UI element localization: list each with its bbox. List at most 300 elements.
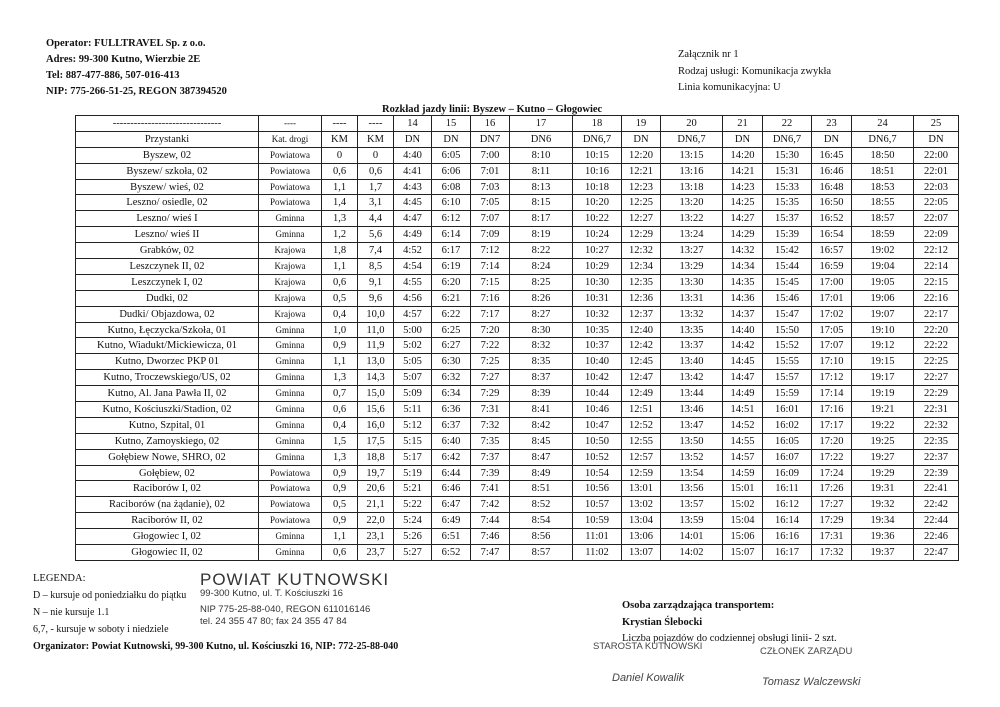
table-cell: 13:22 (661, 211, 723, 227)
table-cell: 5:12 (394, 417, 432, 433)
table-cell: 4:49 (394, 227, 432, 243)
table-cell: 6:52 (432, 545, 471, 561)
signature-left-name (612, 672, 684, 684)
table-cell: 19:07 (852, 306, 914, 322)
table-cell: 12:40 (622, 322, 661, 338)
table-cell: 12:20 (622, 147, 661, 163)
table-cell: 15,0 (358, 386, 394, 402)
table-cell: 10:30 (573, 274, 622, 290)
table-cell: 16:11 (763, 481, 812, 497)
table-cell: 10:20 (573, 195, 622, 211)
table-cell: 8:11 (510, 163, 573, 179)
table-cell: 0 (358, 147, 394, 163)
table-cell: 6:17 (432, 243, 471, 259)
table-row (76, 274, 959, 290)
table-cell: 14:55 (723, 433, 763, 449)
table-cell: 21 (723, 116, 763, 132)
table-cell: 17:17 (812, 417, 852, 433)
table-cell: 4:55 (394, 274, 432, 290)
stop-name-cell: Kutno, Troczewskiego/US, 02 (76, 370, 259, 386)
table-cell: 19:06 (852, 290, 914, 306)
table-cell: 22:39 (914, 465, 959, 481)
table-cell: 22:14 (914, 259, 959, 275)
table-cell: 13:40 (661, 354, 723, 370)
table-cell: 16:50 (812, 195, 852, 211)
table-cell: 9,6 (358, 290, 394, 306)
stop-name-cell: Gołębiew, 02 (76, 465, 259, 481)
table-cell: 22:17 (914, 306, 959, 322)
stop-name-cell: Leszno/ osiedle, 02 (76, 195, 259, 211)
table-row (76, 227, 959, 243)
table-cell: ---- (322, 116, 358, 132)
table-cell: 15:31 (763, 163, 812, 179)
table-cell: 17:12 (812, 370, 852, 386)
stop-name-cell: Kutno, Zamoyskiego, 02 (76, 433, 259, 449)
operator-address: Adres: 99-300 Kutno, Wierzbie 2E (46, 54, 201, 65)
table-cell: 10:35 (573, 322, 622, 338)
table-cell: 16:01 (763, 402, 812, 418)
road-category-cell: Powiatowa (259, 497, 322, 513)
table-cell: 10:16 (573, 163, 622, 179)
table-cell: 13:31 (661, 290, 723, 306)
table-cell: 5:26 (394, 529, 432, 545)
table-cell: 22:03 (914, 179, 959, 195)
table-cell: 19:17 (852, 370, 914, 386)
table-cell: DN (394, 131, 432, 147)
table-cell: 13:46 (661, 402, 723, 418)
table-cell: 1,3 (322, 370, 358, 386)
table-cell: 17:10 (812, 354, 852, 370)
signature-right-name (762, 676, 860, 688)
table-cell: 0,6 (322, 163, 358, 179)
road-category-cell: Gminna (259, 402, 322, 418)
stop-name-cell: Byszew, 02 (76, 147, 259, 163)
table-cell: 7:27 (471, 370, 510, 386)
table-cell: 17 (510, 116, 573, 132)
stop-name-cell: Grabków, 02 (76, 243, 259, 259)
table-cell: 22:47 (914, 545, 959, 561)
operator-nip: NIP: 775-266-51-25, REGON 387394520 (46, 86, 227, 97)
stop-name-cell: Kutno, Kościuszki/Stadion, 02 (76, 402, 259, 418)
table-cell: 5:17 (394, 449, 432, 465)
table-cell: 10:59 (573, 513, 622, 529)
table-cell: 7:47 (471, 545, 510, 561)
table-cell: 8:13 (510, 179, 573, 195)
table-cell: 14:40 (723, 322, 763, 338)
table-cell: 8:19 (510, 227, 573, 243)
manager-name: Krystian Ślebocki (622, 616, 703, 628)
table-cell: 13:15 (661, 147, 723, 163)
table-cell: 7:05 (471, 195, 510, 211)
stop-name-cell: Leszczynek I, 02 (76, 274, 259, 290)
table-cell: 16:05 (763, 433, 812, 449)
table-cell: 22:05 (914, 195, 959, 211)
table-cell: 16:07 (763, 449, 812, 465)
table-cell: 18:55 (852, 195, 914, 211)
table-row (76, 417, 959, 433)
table-cell: 7:20 (471, 322, 510, 338)
table-cell: 16 (471, 116, 510, 132)
table-cell: 7:32 (471, 417, 510, 433)
signature-left-text: Daniel Kowalik (612, 672, 685, 684)
table-cell: 13:24 (661, 227, 723, 243)
table-cell: 6:27 (432, 338, 471, 354)
table-cell: 13:44 (661, 386, 723, 402)
stop-name-cell: Dudki/ Objazdowa, 02 (76, 306, 259, 322)
table-cell: 12:27 (622, 211, 661, 227)
table-cell: 3,1 (358, 195, 394, 211)
signature-left-title: STAROSTA KUTNOWSKI (593, 641, 703, 652)
table-cell: 7:03 (471, 179, 510, 195)
table-cell: 19:34 (852, 513, 914, 529)
table-cell: 14:02 (661, 545, 723, 561)
operator-name: Operator: FULLTRAVEL Sp. z o.o. (46, 38, 206, 49)
table-cell: 20 (661, 116, 723, 132)
table-cell: 22:29 (914, 386, 959, 402)
table-cell: 17:24 (812, 465, 852, 481)
table-row (76, 211, 959, 227)
timetable-title: Rozkład jazdy linii: Byszew – Kutno – Głogowiec (382, 104, 603, 115)
table-cell: 8:24 (510, 259, 573, 275)
table-row (76, 481, 959, 497)
table-cell: 18,8 (358, 449, 394, 465)
table-cell: 23,1 (358, 529, 394, 545)
table-cell: 16,0 (358, 417, 394, 433)
table-cell: 19:37 (852, 545, 914, 561)
road-category-cell: Gminna (259, 211, 322, 227)
stop-name-cell: Głogowiec I, 02 (76, 529, 259, 545)
table-cell: 18:57 (852, 211, 914, 227)
road-category-cell: Gminna (259, 338, 322, 354)
table-cell: 11,0 (358, 322, 394, 338)
table-cell: 14:42 (723, 338, 763, 354)
table-cell: 8:17 (510, 211, 573, 227)
table-cell: 10:18 (573, 179, 622, 195)
table-cell: 16:48 (812, 179, 852, 195)
stop-name-cell: Byszew/ wieś, 02 (76, 179, 259, 195)
table-cell: 7:09 (471, 227, 510, 243)
road-category-cell: Krajowa (259, 259, 322, 275)
table-cell: 7:39 (471, 465, 510, 481)
table-cell: 7:25 (471, 354, 510, 370)
table-row (76, 513, 959, 529)
organizer: Organizator: Powiat Kutnowski, 99-300 Kutno, ul. Kościuszki 16, NIP: 772-25-88-040 (33, 641, 399, 652)
table-cell: 22,0 (358, 513, 394, 529)
table-cell: 19:32 (852, 497, 914, 513)
table-cell: 7:15 (471, 274, 510, 290)
table-cell: DN (914, 131, 959, 147)
table-cell: 6:40 (432, 433, 471, 449)
table-cell: 8:49 (510, 465, 573, 481)
table-cell: 12:51 (622, 402, 661, 418)
table-row (76, 322, 959, 338)
table-cell: 10:52 (573, 449, 622, 465)
table-cell: 4:41 (394, 163, 432, 179)
table-cell: 19:02 (852, 243, 914, 259)
table-cell: 14:51 (723, 402, 763, 418)
table-cell: DN6,7 (573, 131, 622, 147)
road-category-cell: Kat. drogi (259, 131, 322, 147)
table-row (76, 370, 959, 386)
table-cell: 10:32 (573, 306, 622, 322)
table-cell: 15:47 (763, 306, 812, 322)
stop-name-cell: Kutno, Wiadukt/Mickiewicza, 01 (76, 338, 259, 354)
table-cell: 14:57 (723, 449, 763, 465)
table-cell: 12:32 (622, 243, 661, 259)
table-cell: 14:23 (723, 179, 763, 195)
table-cell: 14:36 (723, 290, 763, 306)
table-cell: 13:59 (661, 513, 723, 529)
table-row (76, 449, 959, 465)
table-cell: 17:01 (812, 290, 852, 306)
table-cell: 22:37 (914, 449, 959, 465)
table-cell: 16:09 (763, 465, 812, 481)
table-cell: 8:32 (510, 338, 573, 354)
table-cell: 6:19 (432, 259, 471, 275)
table-cell: 23 (812, 116, 852, 132)
table-cell: 1,1 (322, 354, 358, 370)
road-category-cell: Gminna (259, 545, 322, 561)
table-cell: 0,5 (322, 290, 358, 306)
table-cell: 5:19 (394, 465, 432, 481)
table-cell: 1,1 (322, 179, 358, 195)
table-cell: 0,4 (322, 417, 358, 433)
legend-title: LEGENDA: (33, 573, 86, 584)
table-cell: 20,6 (358, 481, 394, 497)
road-category-cell: Powiatowa (259, 195, 322, 211)
table-cell: 6:05 (432, 147, 471, 163)
table-cell: 15:35 (763, 195, 812, 211)
table-row (76, 497, 959, 513)
table-cell: 6:06 (432, 163, 471, 179)
table-cell: 1,3 (322, 211, 358, 227)
table-cell: 0,4 (322, 306, 358, 322)
table-cell: 5:27 (394, 545, 432, 561)
table-cell: 19:10 (852, 322, 914, 338)
road-category-cell: Gminna (259, 354, 322, 370)
table-cell: 14:21 (723, 163, 763, 179)
table-cell: 19:22 (852, 417, 914, 433)
table-cell: 18 (573, 116, 622, 132)
table-cell: 10:22 (573, 211, 622, 227)
table-cell: 14:35 (723, 274, 763, 290)
road-category-cell: Gminna (259, 386, 322, 402)
table-row (76, 306, 959, 322)
table-cell: DN6,7 (661, 131, 723, 147)
stop-name-cell: Dudki, 02 (76, 290, 259, 306)
table-cell: 18:53 (852, 179, 914, 195)
table-cell: 22:16 (914, 290, 959, 306)
table-cell: 1,8 (322, 243, 358, 259)
table-cell: DN (432, 131, 471, 147)
timetable (75, 115, 959, 561)
table-cell: 7:29 (471, 386, 510, 402)
table-cell: 13:18 (661, 179, 723, 195)
table-cell: 18:50 (852, 147, 914, 163)
table-cell: 4:56 (394, 290, 432, 306)
table-cell: 22:00 (914, 147, 959, 163)
table-cell: 6:32 (432, 370, 471, 386)
table-row (76, 433, 959, 449)
table-cell: 6:47 (432, 497, 471, 513)
table-cell: 6:51 (432, 529, 471, 545)
table-cell: 8:26 (510, 290, 573, 306)
signature-right-text: Tomasz Walczewski (762, 676, 861, 688)
operator-block (46, 36, 227, 100)
table-cell: 12:59 (622, 465, 661, 481)
table-cell: 13:52 (661, 449, 723, 465)
line-name: Linia komunikacyjna: U (678, 82, 781, 93)
table-cell: 12:37 (622, 306, 661, 322)
table-cell: DN6 (510, 131, 573, 147)
table-cell: 17:16 (812, 402, 852, 418)
stop-name-cell: Kutno, Al. Jana Pawła II, 02 (76, 386, 259, 402)
table-cell: 22:09 (914, 227, 959, 243)
table-cell: 7:22 (471, 338, 510, 354)
table-cell: 10:57 (573, 497, 622, 513)
vehicle-count: Liczba pojazdów do codziennej obsługi linii- 2 szt. (622, 633, 837, 644)
table-cell: 14:49 (723, 386, 763, 402)
table-row (76, 163, 959, 179)
table-cell: 8:39 (510, 386, 573, 402)
table-cell: 6:21 (432, 290, 471, 306)
table-cell: 15:50 (763, 322, 812, 338)
table-cell: 13:16 (661, 163, 723, 179)
stop-name-cell: Raciborów I, 02 (76, 481, 259, 497)
table-cell: 19:15 (852, 354, 914, 370)
table-cell: 22:15 (914, 274, 959, 290)
table-cell: 8:57 (510, 545, 573, 561)
table-cell: 13:04 (622, 513, 661, 529)
stamp-phone: tel. 24 355 47 80; fax 24 355 47 84 (200, 616, 347, 627)
stop-name-cell: Leszczynek II, 02 (76, 259, 259, 275)
table-cell: 6:12 (432, 211, 471, 227)
table-cell: 4:52 (394, 243, 432, 259)
table-cell: 10:29 (573, 259, 622, 275)
table-cell: 0,9 (322, 465, 358, 481)
table-cell: 16:59 (812, 259, 852, 275)
table-cell: 8:30 (510, 322, 573, 338)
table-cell: 7:35 (471, 433, 510, 449)
table-cell: 7:44 (471, 513, 510, 529)
road-category-cell: Krajowa (259, 306, 322, 322)
table-cell: 8:15 (510, 195, 573, 211)
table-cell: 15:55 (763, 354, 812, 370)
table-cell: 13:54 (661, 465, 723, 481)
road-category-cell: Powiatowa (259, 147, 322, 163)
table-cell: 10:56 (573, 481, 622, 497)
table-cell: 16:02 (763, 417, 812, 433)
table-cell: 16:17 (763, 545, 812, 561)
table-cell: 22:46 (914, 529, 959, 545)
table-cell: 14:25 (723, 195, 763, 211)
table-cell: 15:59 (763, 386, 812, 402)
table-cell: 15:46 (763, 290, 812, 306)
stop-name-cell: Byszew/ szkoła, 02 (76, 163, 259, 179)
signature-right-title: CZŁONEK ZARZĄDU (760, 646, 853, 657)
table-cell: 16:46 (812, 163, 852, 179)
road-category-cell: Krajowa (259, 290, 322, 306)
table-cell: 7:00 (471, 147, 510, 163)
table-cell: 12:34 (622, 259, 661, 275)
table-row (76, 147, 959, 163)
table-cell: 7:42 (471, 497, 510, 513)
table-cell: 6:10 (432, 195, 471, 211)
table-cell: 16:14 (763, 513, 812, 529)
table-cell: 16:52 (812, 211, 852, 227)
table-cell: 19:12 (852, 338, 914, 354)
table-cell: 8:27 (510, 306, 573, 322)
table-cell: 5:02 (394, 338, 432, 354)
table-cell: 7:07 (471, 211, 510, 227)
table-cell: 16:12 (763, 497, 812, 513)
table-cell: 1,1 (322, 529, 358, 545)
table-cell: 13:20 (661, 195, 723, 211)
road-category-cell: Gminna (259, 433, 322, 449)
road-category-cell: Powiatowa (259, 465, 322, 481)
table-cell: 17:22 (812, 449, 852, 465)
table-cell: 6:30 (432, 354, 471, 370)
table-cell: 13:01 (622, 481, 661, 497)
road-category-cell: Krajowa (259, 243, 322, 259)
table-cell: 16:45 (812, 147, 852, 163)
table-cell: 21,1 (358, 497, 394, 513)
table-cell: 5,6 (358, 227, 394, 243)
table-cell: 8,5 (358, 259, 394, 275)
table-cell: 10:31 (573, 290, 622, 306)
table-cell: 6:22 (432, 306, 471, 322)
table-cell: 15:39 (763, 227, 812, 243)
table-cell: 8:25 (510, 274, 573, 290)
table-cell: 12:23 (622, 179, 661, 195)
table-cell: 8:47 (510, 449, 573, 465)
table-cell: KM (322, 131, 358, 147)
table-cell: 10:42 (573, 370, 622, 386)
table-row (76, 195, 959, 211)
table-cell: 13:50 (661, 433, 723, 449)
table-cell: 0,9 (322, 513, 358, 529)
table-cell: 12:55 (622, 433, 661, 449)
stop-name-cell: Gołębiew Nowe, SHRO, 02 (76, 449, 259, 465)
attachment-number: Załącznik nr 1 (678, 49, 739, 60)
table-cell: 11,9 (358, 338, 394, 354)
table-cell: 22:01 (914, 163, 959, 179)
table-cell: 14:37 (723, 306, 763, 322)
table-cell: 14:52 (723, 417, 763, 433)
table-cell: 1,5 (322, 433, 358, 449)
table-cell: DN6,7 (852, 131, 914, 147)
table-cell: 15:04 (723, 513, 763, 529)
table-cell: 8:54 (510, 513, 573, 529)
table-cell: 14:27 (723, 211, 763, 227)
table-cell: 4,4 (358, 211, 394, 227)
table-cell: 10:40 (573, 354, 622, 370)
table-cell: 13:29 (661, 259, 723, 275)
table-cell: 12:49 (622, 386, 661, 402)
operator-phone: Tel: 887-477-886, 507-016-413 (46, 70, 180, 81)
stop-name-cell: Leszno/ wieś II (76, 227, 259, 243)
table-cell: DN6,7 (763, 131, 812, 147)
table-cell: 8:10 (510, 147, 573, 163)
table-cell: 0,6 (322, 402, 358, 418)
table-cell: 10:37 (573, 338, 622, 354)
table-cell: 12:42 (622, 338, 661, 354)
table-cell: 7,4 (358, 243, 394, 259)
table-cell: 17:07 (812, 338, 852, 354)
table-cell: 22:07 (914, 211, 959, 227)
table-cell: 18:59 (852, 227, 914, 243)
table-cell: 13:42 (661, 370, 723, 386)
